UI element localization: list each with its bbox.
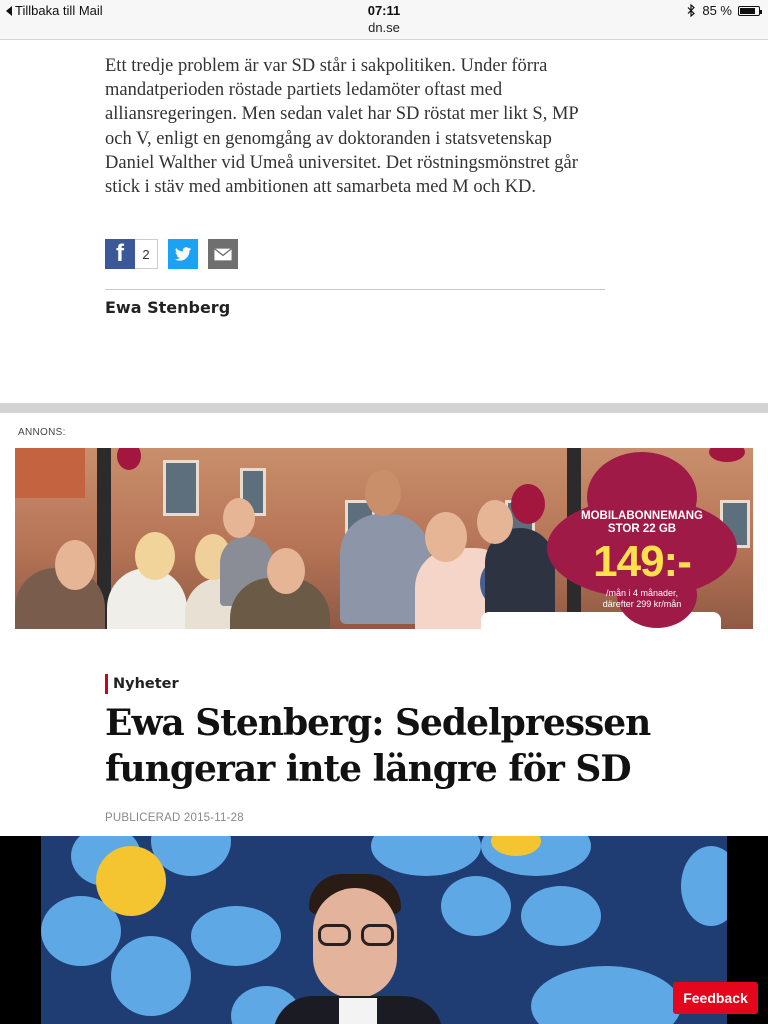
badge-price-terms: /mån i 4 månader,	[605, 588, 679, 598]
facebook-share[interactable]	[105, 239, 158, 269]
url-domain[interactable]: dn.se	[368, 20, 400, 35]
author-name[interactable]: Ewa Stenberg	[105, 298, 231, 317]
feedback-button[interactable]: Feedback	[673, 982, 758, 1014]
ad-person	[425, 512, 467, 562]
price-badge	[547, 452, 737, 627]
ad-balloon	[511, 484, 545, 524]
ad-window	[163, 460, 199, 516]
ad-person	[365, 470, 401, 516]
back-label: Tillbaka till Mail	[15, 3, 103, 18]
divider	[105, 289, 605, 290]
ad-person	[223, 498, 255, 538]
twitter-icon	[173, 244, 193, 264]
badge-plan-name: MOBILABONNEMANG	[580, 510, 704, 522]
battery-percent: 85 %	[702, 3, 732, 18]
ad-person	[55, 540, 95, 590]
ad-person	[267, 548, 305, 594]
mail-share-button[interactable]	[208, 239, 238, 269]
section-separator	[0, 403, 768, 413]
battery-icon	[738, 6, 760, 16]
ad-roof	[15, 448, 85, 498]
flower-petal	[441, 876, 511, 936]
clock: 07:11	[367, 3, 401, 18]
bluetooth-icon	[687, 4, 696, 17]
ad-person	[477, 500, 513, 544]
ad-person	[135, 532, 175, 580]
flower-petal	[681, 846, 727, 926]
facebook-icon[interactable]: f	[105, 239, 135, 269]
badge-price-after: därefter 299 kr/mån	[602, 599, 682, 609]
article-paragraph: Ett tredje problem är var SD står i sakpolitiken. Under förra mandatperioden röstade partiets ledamöter oftast med alliansregeringen. Men sedan valet har SD röstat mer likt S, MP och V, enligt en genomgång av doktoranden i statsvetenskap Daniel Walther vid Umeå universitet. Det röstningsmönstret går stick i stäv med ambitionen att samarbeta med M och KD.	[105, 56, 579, 198]
status-bar	[0, 0, 768, 40]
ad-label: ANNONS:	[18, 427, 66, 438]
published-date: PUBLICERAD 2015-11-28	[105, 812, 244, 824]
flower-petal	[521, 886, 601, 946]
flower-petal	[111, 936, 191, 1016]
flower-petal	[371, 836, 481, 876]
twitter-share-button[interactable]	[168, 239, 198, 269]
section-tag[interactable]: Nyheter	[105, 674, 179, 694]
glasses	[318, 924, 394, 946]
flower-petal	[531, 966, 681, 1024]
article-headline[interactable]: Ewa Stenberg: Sedelpressen fungerar inte längre för SD	[105, 702, 651, 790]
share-bar	[105, 239, 238, 269]
status-indicators	[687, 3, 760, 18]
facebook-share-count: 2	[135, 239, 158, 269]
mail-icon	[214, 248, 232, 261]
badge-plan-size: STOR 22 GB	[607, 523, 677, 535]
flower-petal	[191, 906, 281, 966]
photo-backdrop	[41, 836, 727, 1024]
flower-center	[96, 846, 166, 916]
person-shirt	[339, 998, 377, 1024]
advertisement-banner[interactable]	[15, 448, 753, 629]
article-hero-photo[interactable]	[0, 836, 768, 1024]
badge-price: 149:-	[593, 537, 691, 586]
